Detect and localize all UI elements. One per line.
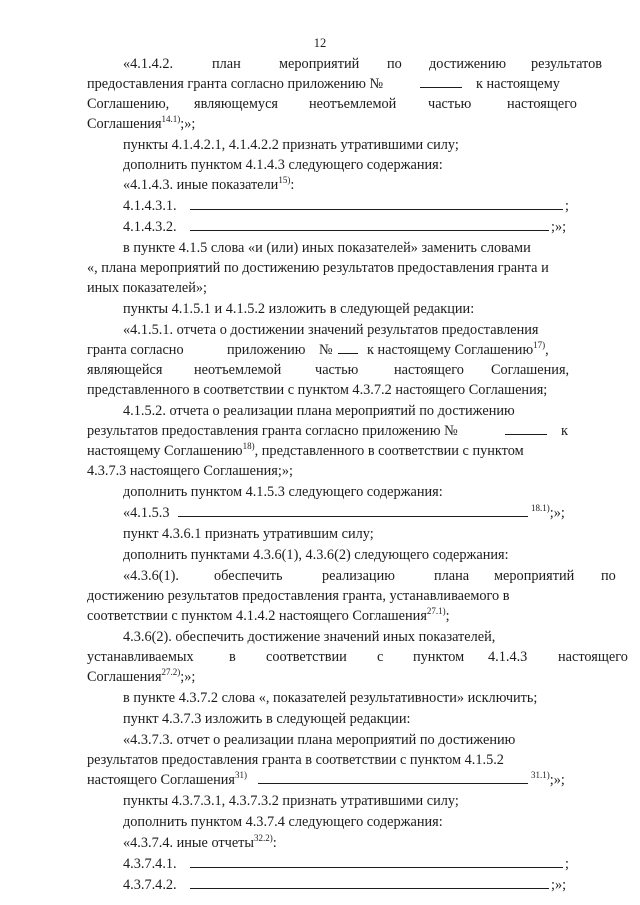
segment-trailing-text: ;»; bbox=[549, 505, 565, 521]
segment-text: пункты 4.1.4.2.1, 4.1.4.2.2 признать утратившими силу; bbox=[123, 137, 459, 153]
segment-text: иных показателей»; bbox=[87, 280, 207, 296]
text-segment bbox=[551, 217, 566, 237]
text-segment bbox=[429, 54, 506, 74]
text-line bbox=[0, 320, 640, 340]
text-segment bbox=[123, 155, 443, 175]
segment-text: 4.3.6(2). обеспечить достижение значений иных показателей, bbox=[123, 629, 496, 645]
text-segment bbox=[87, 258, 549, 278]
segment-text: неотъемлемой bbox=[309, 96, 397, 112]
text-line bbox=[0, 114, 640, 134]
page-number: 12 bbox=[313, 36, 327, 50]
text-segment bbox=[387, 54, 402, 74]
segment-text: 4.3.7.4.1. bbox=[123, 856, 177, 872]
segment-trailing-text: ;»; bbox=[180, 669, 196, 685]
text-line bbox=[0, 380, 640, 400]
text-line bbox=[0, 566, 640, 586]
text-segment bbox=[87, 461, 293, 481]
segment-text: реализацию bbox=[322, 568, 395, 584]
text-line bbox=[0, 217, 640, 237]
segment-text: в пункте 4.1.5 слова «и (или) иных показателей» заменить словами bbox=[123, 240, 531, 256]
segment-text: соответствии bbox=[266, 649, 347, 665]
text-line bbox=[0, 175, 640, 195]
segment-text: неотъемлемой bbox=[194, 362, 282, 378]
segment-text: к настоящему bbox=[476, 76, 560, 92]
segment-text: настоящему Соглашению bbox=[87, 443, 243, 459]
segment-text: по bbox=[601, 568, 616, 584]
text-segment bbox=[123, 299, 474, 319]
segment-text: «4.3.7.3. отчет о реализации плана мероприятий по достижению bbox=[123, 732, 516, 748]
segment-text: ;»; bbox=[551, 877, 567, 893]
text-segment bbox=[531, 54, 602, 74]
segment-text: «, плана мероприятий по достижению результатов предоставления гранта и bbox=[87, 260, 549, 276]
segment-text: настоящего bbox=[394, 362, 464, 378]
footnote-ref: 18) bbox=[242, 441, 255, 451]
text-line bbox=[0, 278, 640, 298]
segment-text: представленного в соответствии с пунктом 4.3.7.2 настоящего Соглашения; bbox=[87, 382, 548, 398]
segment-trailing-text: , представленного в соответствии с пунктом bbox=[254, 443, 524, 459]
fill-in-blank bbox=[190, 888, 549, 889]
segment-text: пункты 4.1.5.1 и 4.1.5.2 изложить в следующей редакции: bbox=[123, 301, 475, 317]
segment-trailing-text: ;»; bbox=[180, 116, 196, 132]
footnote-ref: 32.2) bbox=[254, 833, 273, 843]
text-line bbox=[0, 340, 640, 360]
text-segment bbox=[123, 627, 495, 647]
text-line bbox=[0, 54, 640, 74]
segment-text: Соглашению, bbox=[87, 96, 170, 112]
text-segment bbox=[123, 135, 459, 155]
segment-text: настоящего Соглашения bbox=[87, 772, 235, 788]
fill-in-blank bbox=[190, 230, 549, 231]
segment-text: 4.1.4.3.2. bbox=[123, 219, 177, 235]
segment-text: достижению bbox=[429, 56, 507, 72]
text-segment bbox=[565, 196, 569, 216]
text-line bbox=[0, 833, 640, 853]
text-line bbox=[0, 545, 640, 565]
segment-text: мероприятий bbox=[279, 56, 360, 72]
text-segment bbox=[601, 566, 616, 586]
segment-text: по bbox=[387, 56, 402, 72]
segment-text: Соглашения bbox=[87, 116, 162, 132]
segment-text: № bbox=[319, 342, 333, 358]
footnote-ref: 31.1) bbox=[531, 770, 550, 780]
segment-text: ;»; bbox=[551, 219, 567, 235]
footnote-ref: 31) bbox=[234, 770, 247, 780]
segment-text: результатов предоставления гранта согласно приложению № bbox=[87, 423, 458, 439]
text-segment bbox=[123, 854, 177, 874]
text-segment bbox=[319, 340, 333, 360]
text-line bbox=[0, 74, 640, 94]
text-segment bbox=[123, 545, 509, 565]
text-segment bbox=[87, 667, 195, 687]
text-segment bbox=[531, 770, 565, 790]
text-segment bbox=[123, 320, 539, 340]
text-line bbox=[0, 360, 640, 380]
text-segment bbox=[434, 566, 469, 586]
text-segment bbox=[394, 360, 464, 380]
text-line bbox=[0, 667, 640, 687]
text-line bbox=[0, 196, 640, 216]
text-segment bbox=[558, 647, 628, 667]
segment-text: пункт 4.3.7.3 изложить в следующей редакции: bbox=[123, 711, 411, 727]
segment-text: «4.1.5.3 bbox=[123, 505, 170, 521]
text-segment bbox=[531, 503, 565, 523]
text-line bbox=[0, 647, 640, 667]
segment-text: к настоящему Соглашению bbox=[367, 342, 534, 358]
segment-text: в bbox=[229, 649, 236, 665]
text-segment bbox=[491, 360, 569, 380]
text-segment bbox=[87, 94, 169, 114]
segment-text: мероприятий bbox=[494, 568, 575, 584]
text-segment bbox=[565, 854, 569, 874]
text-segment bbox=[87, 114, 195, 134]
text-segment bbox=[428, 94, 471, 114]
text-line bbox=[0, 401, 640, 421]
text-segment bbox=[212, 54, 241, 74]
segment-text: «4.3.7.4. иные отчеты bbox=[123, 835, 255, 851]
text-segment bbox=[123, 217, 177, 237]
text-segment bbox=[123, 54, 173, 74]
text-line bbox=[0, 688, 640, 708]
text-segment bbox=[87, 606, 450, 626]
fill-in-blank bbox=[190, 209, 563, 210]
text-segment bbox=[123, 833, 277, 853]
text-line bbox=[0, 627, 640, 647]
segment-text: дополнить пунктом 4.1.5.3 следующего содержания: bbox=[123, 484, 443, 500]
segment-text: являющейся bbox=[87, 362, 163, 378]
text-segment bbox=[87, 340, 184, 360]
text-segment bbox=[279, 54, 359, 74]
text-line bbox=[0, 586, 640, 606]
segment-text: частью bbox=[428, 96, 472, 112]
text-segment bbox=[229, 647, 236, 667]
segment-trailing-text: : bbox=[290, 177, 295, 193]
segment-text: обеспечить bbox=[214, 568, 283, 584]
text-segment bbox=[123, 196, 177, 216]
footnote-ref: 18.1) bbox=[531, 503, 550, 513]
text-segment bbox=[551, 875, 566, 895]
text-line bbox=[0, 854, 640, 874]
text-line bbox=[0, 750, 640, 770]
text-segment bbox=[87, 360, 162, 380]
segment-text: достижению результатов предоставления гранта, устанавливаемого в bbox=[87, 588, 510, 604]
text-line bbox=[0, 238, 640, 258]
segment-text: соответствии с пунктом 4.1.4.2 настоящего Соглашения bbox=[87, 608, 427, 624]
text-segment bbox=[315, 360, 358, 380]
text-line bbox=[0, 461, 640, 481]
text-segment bbox=[123, 812, 443, 832]
text-line bbox=[0, 441, 640, 461]
segment-text: дополнить пунктом 4.1.4.3 следующего содержания: bbox=[123, 157, 443, 173]
segment-text: результатов предоставления гранта в соответствии с пунктом 4.1.5.2 bbox=[87, 752, 504, 768]
text-line bbox=[0, 875, 640, 895]
text-segment bbox=[87, 441, 524, 461]
text-segment bbox=[194, 360, 281, 380]
text-segment bbox=[194, 94, 278, 114]
text-segment bbox=[494, 566, 574, 586]
text-segment bbox=[266, 647, 347, 667]
footnote-ref: 14.1) bbox=[161, 114, 181, 124]
text-segment bbox=[87, 421, 458, 441]
text-segment bbox=[309, 94, 396, 114]
text-segment bbox=[87, 586, 510, 606]
text-segment bbox=[507, 94, 577, 114]
text-segment bbox=[87, 647, 194, 667]
text-segment bbox=[87, 380, 547, 400]
segment-text: 4.1.4.3.1. bbox=[123, 198, 177, 214]
text-line bbox=[0, 421, 640, 441]
text-segment bbox=[123, 238, 531, 258]
text-segment bbox=[87, 278, 207, 298]
fill-in-blank bbox=[190, 867, 563, 868]
segment-text: гранта согласно bbox=[87, 342, 184, 358]
segment-text: дополнить пунктом 4.3.7.4 следующего содержания: bbox=[123, 814, 443, 830]
text-line bbox=[0, 135, 640, 155]
text-segment bbox=[87, 750, 504, 770]
segment-text: в пункте 4.3.7.2 слова «, показателей результативности» исключить; bbox=[123, 690, 538, 706]
text-line bbox=[0, 299, 640, 319]
text-segment bbox=[123, 482, 443, 502]
fill-in-blank bbox=[338, 353, 358, 354]
text-segment bbox=[123, 875, 177, 895]
fill-in-blank bbox=[258, 783, 528, 784]
segment-text: предоставления гранта согласно приложению № bbox=[87, 76, 384, 92]
segment-text: 4.3.7.4.2. bbox=[123, 877, 177, 893]
segment-text: «4.1.4.3. иные показатели bbox=[123, 177, 279, 193]
segment-text: с bbox=[377, 649, 384, 665]
text-segment bbox=[377, 647, 383, 667]
text-segment bbox=[227, 340, 305, 360]
segment-text: Соглашения, bbox=[491, 362, 570, 378]
text-segment bbox=[123, 503, 169, 523]
text-line bbox=[0, 791, 640, 811]
text-segment bbox=[561, 421, 568, 441]
text-line bbox=[0, 155, 640, 175]
segment-text: «4.3.6(1). bbox=[123, 568, 179, 584]
text-line bbox=[0, 812, 640, 832]
footnote-ref: 27.2) bbox=[161, 667, 181, 677]
fill-in-blank bbox=[505, 434, 547, 435]
text-segment bbox=[123, 566, 179, 586]
segment-text: «4.1.5.1. отчета о достижении значений результатов предоставления bbox=[123, 322, 539, 338]
segment-text: план bbox=[212, 56, 241, 72]
text-line bbox=[0, 730, 640, 750]
segment-text: пунктом bbox=[413, 649, 465, 665]
segment-trailing-text: , bbox=[545, 342, 549, 358]
fill-in-blank bbox=[178, 516, 528, 517]
text-segment bbox=[214, 566, 283, 586]
segment-text: приложению bbox=[227, 342, 306, 358]
segment-text: плана bbox=[434, 568, 470, 584]
segment-text: являющемуся bbox=[194, 96, 279, 112]
segment-text: 4.3.7.3 настоящего Соглашения;»; bbox=[87, 463, 293, 479]
text-segment bbox=[123, 524, 374, 544]
text-segment bbox=[123, 688, 537, 708]
text-line bbox=[0, 94, 640, 114]
segment-text: устанавливаемых bbox=[87, 649, 194, 665]
footnote-ref: 17) bbox=[533, 340, 546, 350]
text-segment bbox=[322, 566, 395, 586]
text-line bbox=[0, 709, 640, 729]
segment-text: настоящего bbox=[558, 649, 628, 665]
text-line bbox=[0, 524, 640, 544]
segment-text: «4.1.4.2. bbox=[123, 56, 174, 72]
segment-text: пункт 4.3.6.1 признать утратившим силу; bbox=[123, 526, 374, 542]
segment-trailing-text: : bbox=[272, 835, 277, 851]
segment-text: частью bbox=[315, 362, 359, 378]
text-segment bbox=[123, 401, 515, 421]
text-segment bbox=[488, 647, 527, 667]
segment-text: 4.1.4.3 bbox=[488, 649, 528, 665]
text-segment bbox=[367, 340, 549, 360]
text-segment bbox=[123, 791, 459, 811]
segment-text: настоящего bbox=[507, 96, 577, 112]
text-line bbox=[0, 503, 640, 523]
text-segment bbox=[123, 730, 515, 750]
segment-text: к bbox=[561, 423, 568, 439]
segment-text: пункты 4.3.7.3.1, 4.3.7.3.2 признать утратившими силу; bbox=[123, 793, 459, 809]
footnote-ref: 15) bbox=[278, 175, 291, 185]
segment-text: ; bbox=[565, 856, 569, 872]
segment-text: 4.1.5.2. отчета о реализации плана мероприятий по достижению bbox=[123, 403, 515, 419]
segment-text: результатов bbox=[531, 56, 603, 72]
segment-text: ; bbox=[565, 198, 569, 214]
text-line bbox=[0, 606, 640, 626]
segment-trailing-text: ; bbox=[445, 608, 450, 624]
text-segment bbox=[476, 74, 560, 94]
fill-in-blank bbox=[420, 87, 462, 88]
text-segment bbox=[123, 709, 410, 729]
text-line bbox=[0, 258, 640, 278]
segment-text: Соглашения bbox=[87, 669, 162, 685]
footnote-ref: 27.1) bbox=[426, 606, 446, 616]
segment-trailing-text: ;»; bbox=[549, 772, 565, 788]
text-segment bbox=[87, 770, 247, 790]
text-segment bbox=[413, 647, 464, 667]
text-line bbox=[0, 482, 640, 502]
segment-text: дополнить пунктами 4.3.6(1), 4.3.6(2) следующего содержания: bbox=[123, 547, 509, 563]
text-segment bbox=[87, 74, 383, 94]
text-segment bbox=[123, 175, 294, 195]
text-line bbox=[0, 770, 640, 790]
